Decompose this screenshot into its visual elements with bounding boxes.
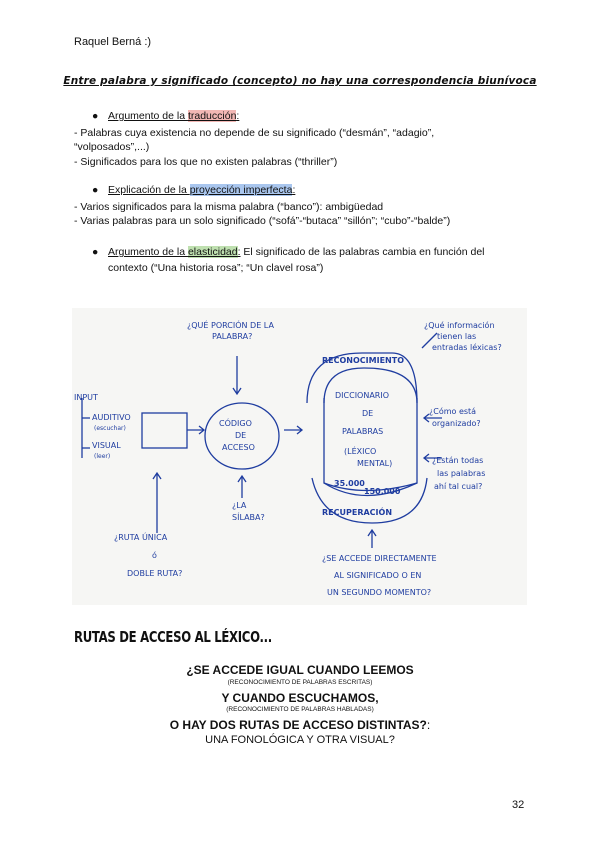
bullet-prefix: Argumento de la	[108, 246, 188, 258]
arrow-significado	[368, 530, 376, 548]
codigo-line: CÓDIGO	[219, 419, 252, 428]
ruta-line: ¿RUTA ÚNICA	[114, 533, 168, 542]
bullet-proyeccion	[92, 184, 295, 196]
q-significado-line: AL SIGNIFICADO O EN	[334, 571, 422, 580]
bullet-dot: ●	[92, 110, 99, 122]
q-informacion-line: entradas léxicas?	[432, 343, 502, 352]
arrow-to-diccionario	[284, 426, 302, 434]
input-label: INPUT	[74, 393, 98, 402]
bullet-text: El significado de las palabras cambia en función del	[240, 246, 485, 258]
silaba-line: ¿LA	[232, 501, 247, 510]
q-informacion-line: tienen las	[437, 332, 477, 341]
diccionario-line: MENTAL)	[357, 459, 393, 468]
number-label: 150.000	[364, 487, 401, 496]
q-todas-line: las palabras	[437, 469, 486, 478]
q-informacion-line: ¿Qué información	[424, 321, 495, 330]
bullet-elasticidad	[92, 246, 485, 258]
auditivo-label: AUDITIVO	[92, 413, 131, 422]
diccionario-line: DE	[362, 409, 374, 418]
bullet-prefix: Explicación de la	[108, 184, 190, 196]
list-line: - Significados para los que no existen palabras (“thriller”)	[74, 156, 338, 168]
highlight-traduccion: traducción	[187, 110, 237, 122]
visual-sub: (leer)	[94, 453, 111, 460]
list-line: - Varias palabras para un solo significado (“sofá”-“butaca” “sillón”; “cubo”-“balde”)	[74, 215, 451, 227]
reconocimiento-label: RECONOCIMIENTO	[322, 356, 404, 365]
highlight-elasticidad: elasticidad	[187, 246, 238, 258]
diagram-svg	[72, 308, 527, 605]
list-line: “volposados”,...)	[74, 141, 150, 153]
question-dos-rutas	[0, 718, 600, 732]
q-organizado-line: ¿Cómo está	[429, 407, 477, 416]
bullet-traduccion	[92, 110, 239, 122]
author-header: Raquel Berná :)	[74, 36, 152, 48]
section-heading: RUTAS DE ACCESO AL LÉXICO...	[74, 628, 272, 646]
q-significado-line: UN SEGUNDO MOMENTO?	[327, 588, 432, 597]
question-leemos: ¿SE ACCEDE IGUAL CUANDO LEEMOS	[186, 663, 414, 677]
ruta-line: DOBLE RUTA?	[127, 569, 183, 578]
diccionario-line: (LÉXICO	[344, 447, 377, 456]
diccionario-line: PALABRAS	[342, 427, 384, 436]
q-todas-line: ¿Están todas	[432, 456, 484, 465]
bullet-suffix: :	[292, 184, 296, 196]
input-box	[142, 413, 187, 448]
diccionario-line: DICCIONARIO	[335, 391, 390, 400]
arrow-silaba	[238, 476, 246, 498]
question-dos-rutas-rest: :	[426, 718, 431, 732]
codigo-line: DE	[235, 431, 247, 440]
sketch-diagram	[72, 308, 527, 605]
codigo-line: ACCESO	[222, 443, 255, 452]
bullet-suffix: :	[236, 110, 240, 122]
q-porcion-line: PALABRA?	[212, 332, 253, 341]
question-fonologica: UNA FONOLÓGICA Y OTRA VISUAL?	[205, 734, 395, 746]
question-escuchamos: Y CUANDO ESCUCHAMOS,	[221, 691, 379, 705]
q-significado-line: ¿SE ACCEDE DIRECTAMENTE	[322, 554, 437, 563]
silaba-line: SÍLABA?	[232, 513, 265, 522]
bullet-dot: ●	[92, 184, 99, 196]
page-number: 32	[512, 799, 525, 811]
list-line: - Varios significados para la misma palabra (“banco”): ambigüedad	[74, 201, 384, 213]
ruta-line: ó	[152, 551, 157, 560]
question-leemos-note: (RECONOCIMIENTO DE PALABRAS ESCRITAS)	[227, 679, 373, 686]
arrow-to-codigo	[187, 426, 204, 434]
bullet-text-cont: contexto (“Una historia rosa”; “Un clavel rosa”)	[108, 262, 324, 274]
recuperacion-label: RECUPERACIÓN	[322, 508, 393, 517]
highlight-proyeccion: proyección imperfecta	[189, 184, 293, 196]
bullet-prefix: Argumento de la	[108, 110, 188, 122]
bullet-dot: ●	[92, 246, 99, 258]
page-title: Entre palabra y significado (concepto) no hay una correspondencia biunívoca	[63, 75, 537, 87]
auditivo-sub: (escuchar)	[94, 425, 126, 432]
q-porcion-line: ¿QUÉ PORCIÓN DE LA	[187, 321, 274, 330]
question-dos-rutas-bold: O HAY DOS RUTAS DE ACCESO DISTINTAS?	[169, 718, 427, 732]
number-label: 35.000	[334, 479, 365, 488]
q-organizado-line: organizado?	[432, 419, 481, 428]
arrow-porcion	[233, 356, 241, 394]
question-escuchamos-note: (RECONOCIMIENTO DE PALABRAS HABLADAS)	[226, 706, 374, 713]
bullet-suffix: :	[237, 246, 241, 258]
q-todas-line: ahí tal cual?	[434, 482, 483, 491]
list-line: - Palabras cuya existencia no depende de su significado (“desmán”, “adagio”,	[74, 127, 435, 139]
arrow-ruta	[153, 473, 161, 533]
visual-label: VISUAL	[92, 441, 121, 450]
